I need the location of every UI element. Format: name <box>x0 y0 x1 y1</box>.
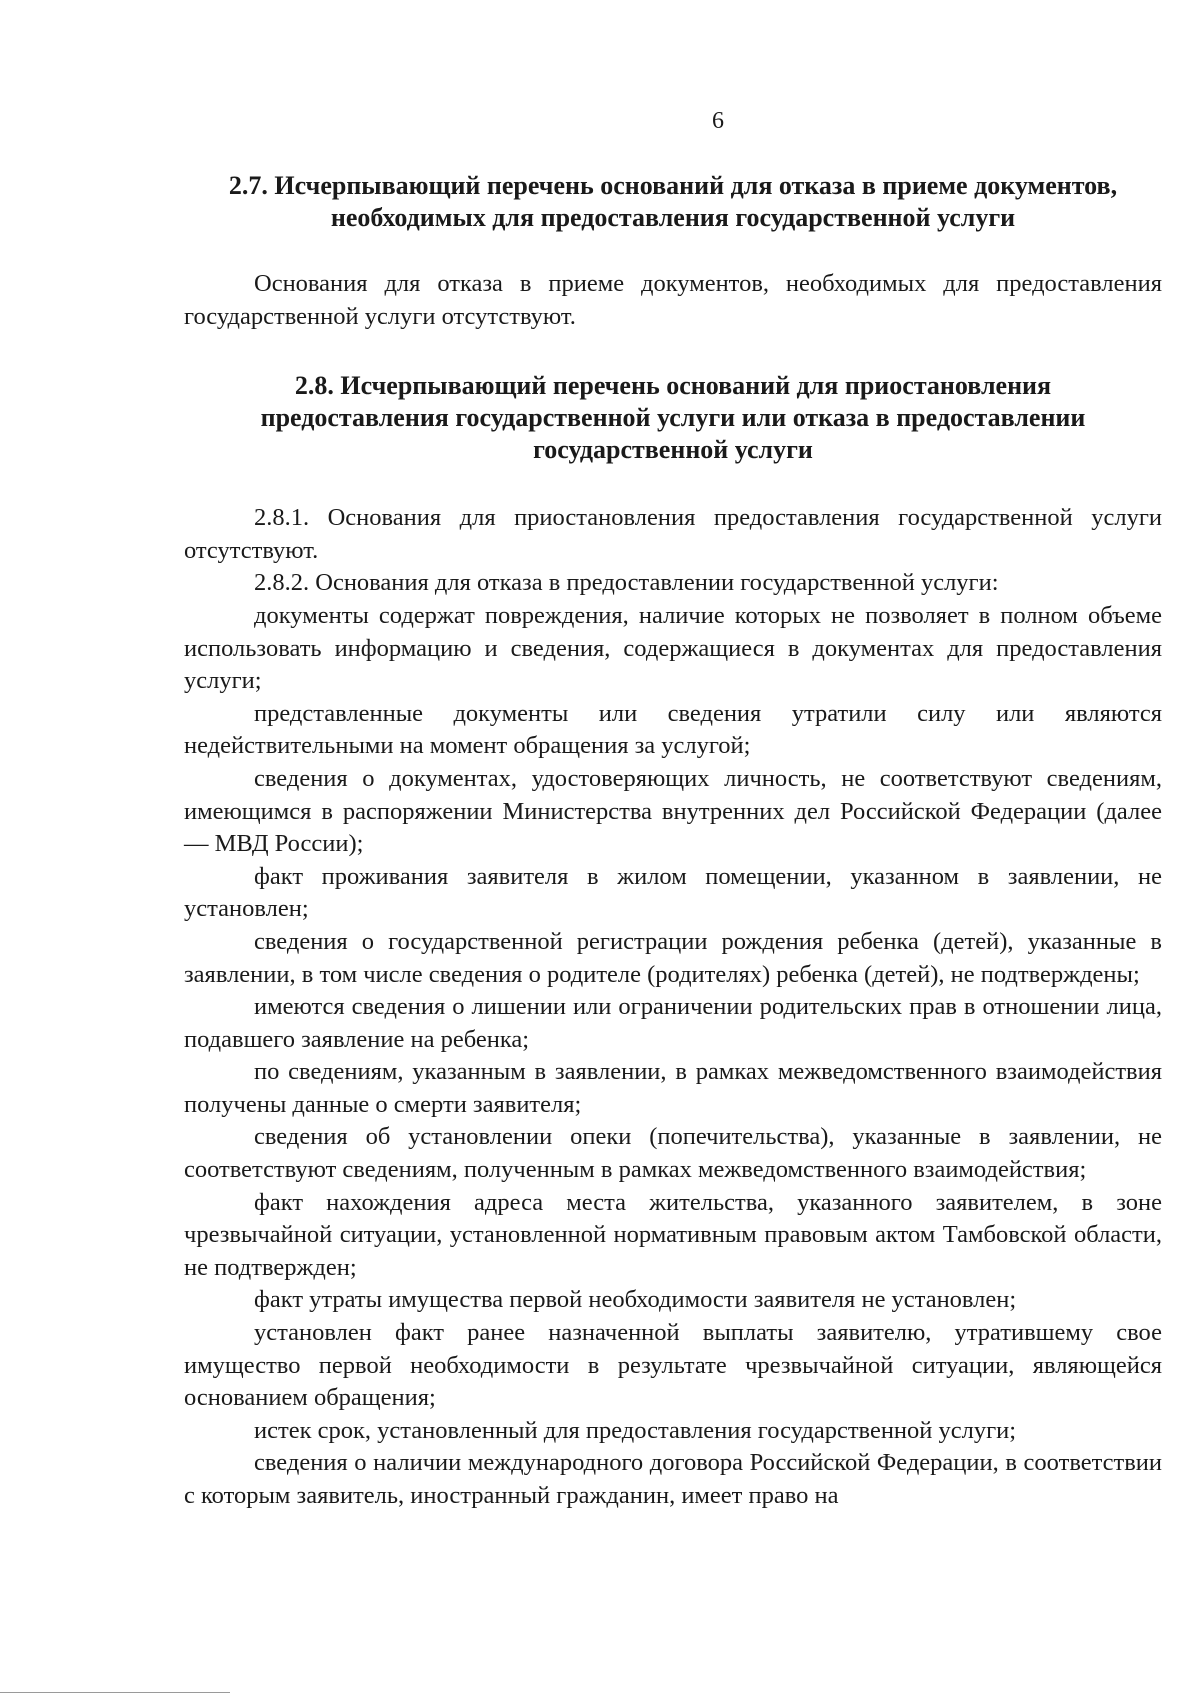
paragraph: установлен факт ранее назначенной выплаты заявителю, утратившему свое имущество первой необходимости в результате чрезвычайной ситуации, являющейся основанием обращения; <box>184 1319 1162 1412</box>
paragraph: 2.8.2. Основания для отказа в предоставлении государственной услуги: <box>254 569 999 597</box>
page-number: 6 <box>712 108 724 134</box>
paragraph: факт утраты имущества первой необходимости заявителя не установлен; <box>254 1286 1017 1314</box>
heading-line: предоставления государственной услуги или отказа в предоставлении <box>260 403 1086 433</box>
paragraph: сведения о документах, удостоверяющих личность, не соответствуют сведениям, имеющимся в распоряжении Министерства внутренних дел Российской Федерации (далее — МВД России); <box>184 764 1162 858</box>
section-2-8-heading <box>184 370 1162 466</box>
paragraph: документы содержат повреждения, наличие которых не позволяет в полном объеме использовать информацию и сведения, содержащиеся в документах для предоставления услуги; <box>184 601 1162 695</box>
paragraph: сведения о наличии международного договора Российской Федерации, в соответствии с которым заявитель, иностранный гражданин, имеет право на <box>184 1449 1162 1509</box>
heading-line: 2.7. Исчерпывающий перечень оснований для отказа в приеме документов, <box>228 171 1118 200</box>
paragraph: сведения о государственной регистрации рождения ребенка (детей), указанные в заявлении, в том числе сведения о родителе (родителях) ребенка (детей), не подтверждены; <box>184 927 1162 988</box>
section-2-8-body <box>184 502 1162 1512</box>
document-page <box>184 106 1162 1513</box>
paragraph: по сведениям, указанным в заявлении, в рамках межведомственного взаимодействия получены данные о смерти заявителя; <box>184 1058 1162 1118</box>
scan-edge-line <box>0 1692 230 1693</box>
paragraph: имеются сведения о лишении или ограничении родительских прав в отношении лица, подавшего заявление на ребенка; <box>184 993 1162 1053</box>
heading-line: необходимых для предоставления государственной услуги <box>330 203 1016 232</box>
heading-line: государственной услуги <box>533 435 813 465</box>
paragraph: представленные документы или сведения утратили силу или являются недействительными на момент обращения за услугой; <box>184 699 1162 760</box>
paragraph: факт нахождения адреса места жительства, указанного заявителем, в зоне чрезвычайной ситуации, установленной нормативным правовым актом Тамбовской области, не подтвержден; <box>184 1188 1162 1281</box>
paragraph: Основания для отказа в приеме документов, необходимых для предоставления государственной услуги отсутствуют. <box>184 270 1162 330</box>
heading-line: 2.8. Исчерпывающий перечень оснований для приостановления <box>294 371 1052 401</box>
section-2-7-body <box>184 268 1162 333</box>
paragraph: 2.8.1. Основания для приостановления предоставления государственной услуги отсутствуют. <box>184 504 1162 564</box>
section-2-7-heading <box>184 170 1162 234</box>
paragraph: истек срок, установленный для предоставления государственной услуги; <box>254 1416 1017 1444</box>
paragraph: факт проживания заявителя в жилом помещении, указанном в заявлении, не установлен; <box>184 862 1162 923</box>
paragraph: сведения об установлении опеки (попечительства), указанные в заявлении, не соответствуют сведениям, полученным в рамках межведомственного взаимодействия; <box>184 1123 1162 1184</box>
